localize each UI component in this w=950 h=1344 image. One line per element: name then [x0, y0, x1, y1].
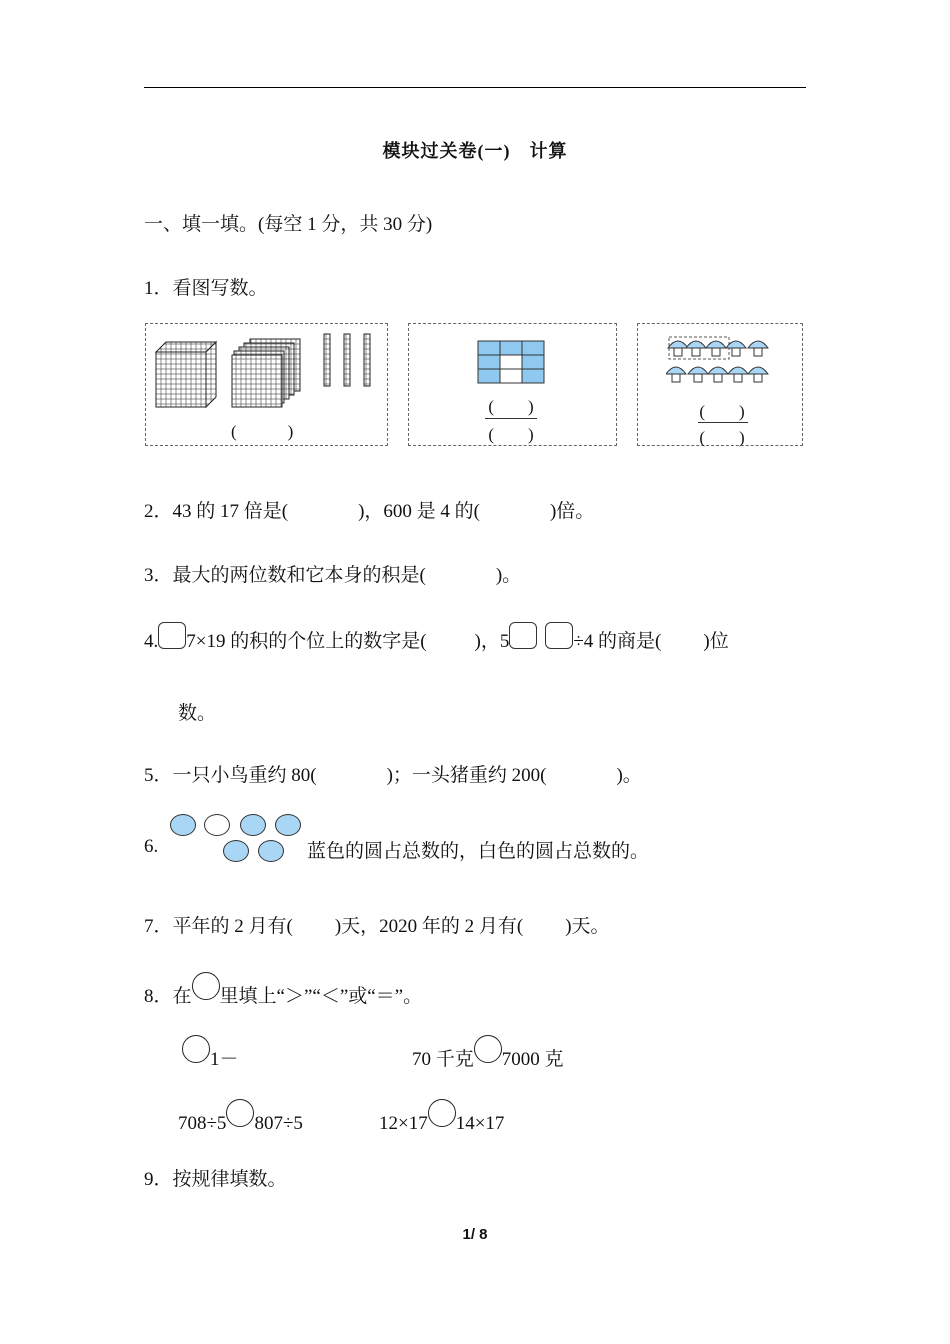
- compare-circle: [226, 1099, 254, 1127]
- q7-part-b: )天，2020 年的 2 月有(: [334, 916, 524, 937]
- q4-part-b: 7×19 的积的个位上的数字是(: [186, 631, 427, 652]
- q8-row2-right: [379, 1099, 504, 1135]
- fraction-denominator: ( ): [488, 425, 534, 444]
- q8-row1-right: [412, 1035, 564, 1071]
- q4-number: 4.: [144, 631, 159, 652]
- question-4: [144, 622, 729, 653]
- q8-part-a: 8．在: [144, 986, 192, 1007]
- question-2: [144, 496, 594, 523]
- fraction-grid-image: [477, 340, 547, 386]
- q8-expr: 807÷5: [254, 1113, 303, 1134]
- q2-part-c: )倍。: [549, 501, 595, 522]
- q8-expr: 70 千克: [412, 1049, 474, 1070]
- compare-circle: [428, 1099, 456, 1127]
- q8-expr: 14×17: [455, 1113, 505, 1134]
- mushrooms-image: [666, 334, 778, 390]
- question-1: 1．看图写数。: [144, 278, 268, 299]
- q4-continuation: 数。: [178, 703, 217, 724]
- q4-part-c: )，5: [474, 631, 510, 652]
- fraction-numerator: ( ): [699, 402, 745, 421]
- panel-blocks: [145, 323, 388, 446]
- digit-box: [545, 622, 573, 649]
- compare-circle: [192, 972, 220, 1000]
- panel-grid-fraction: [408, 323, 617, 446]
- panel-mushrooms: [637, 323, 803, 446]
- q5-part-b: )；一头猪重约 200(: [386, 765, 547, 786]
- q5-part-c: )。: [616, 765, 642, 786]
- q8-row2-left: [178, 1099, 303, 1135]
- fraction-bar: [485, 418, 537, 419]
- blue-circle: [275, 814, 301, 836]
- compare-circle: [474, 1035, 502, 1063]
- q7-part-a: 7．平年的 2 月有(: [144, 916, 293, 937]
- q3-part-a: 3．最大的两位数和它本身的积是(: [144, 565, 426, 586]
- blue-circle: [258, 840, 284, 862]
- section-heading: 一、填一填。(每空 1 分，共 30 分): [144, 214, 433, 235]
- q8-expr: 1－: [210, 1049, 239, 1070]
- q4-part-d: ÷4 的商是(: [573, 631, 662, 652]
- q5-part-a: 5．一只小鸟重约 80(: [144, 765, 317, 786]
- question-8: [144, 972, 422, 1008]
- question-9: 9．按规律填数。: [144, 1169, 287, 1190]
- page-number: 1/ 8: [462, 1226, 488, 1243]
- digit-box: [158, 622, 186, 649]
- q8-expr: 12×17: [379, 1113, 428, 1134]
- question-6-number: 6.: [144, 836, 159, 857]
- page-title: 模块过关卷(一) 计算: [382, 141, 568, 161]
- question-5: [144, 760, 642, 787]
- question-7: [144, 911, 610, 938]
- white-circle: [204, 814, 230, 836]
- header-rule: [144, 87, 806, 88]
- q4-part-e: )位: [703, 631, 729, 652]
- q2-part-b: )，600 是 4 的(: [358, 501, 480, 522]
- digit-box: [509, 622, 537, 649]
- blue-circle: [240, 814, 266, 836]
- blue-circle: [170, 814, 196, 836]
- q3-part-b: )。: [495, 565, 522, 586]
- compare-circle: [182, 1035, 210, 1063]
- answer-blank-1: ( ): [231, 422, 294, 441]
- blue-circle: [223, 840, 249, 862]
- question-3: [144, 560, 521, 587]
- q7-part-c: )天。: [565, 916, 610, 937]
- q8-part-b: 里填上“＞”“＜”或“＝”。: [219, 986, 423, 1007]
- q2-part-a: 2．43 的 17 倍是(: [144, 501, 289, 522]
- q8-expr: 7000 克: [501, 1049, 564, 1070]
- q8-expr: 708÷5: [178, 1113, 227, 1134]
- fraction-numerator: ( ): [488, 397, 534, 416]
- fraction-denominator: ( ): [699, 428, 745, 447]
- q8-row1-left: [182, 1035, 239, 1071]
- question-6-text: 蓝色的圆占总数的，白色的圆占总数的。: [307, 841, 650, 862]
- circles-image: [168, 812, 308, 868]
